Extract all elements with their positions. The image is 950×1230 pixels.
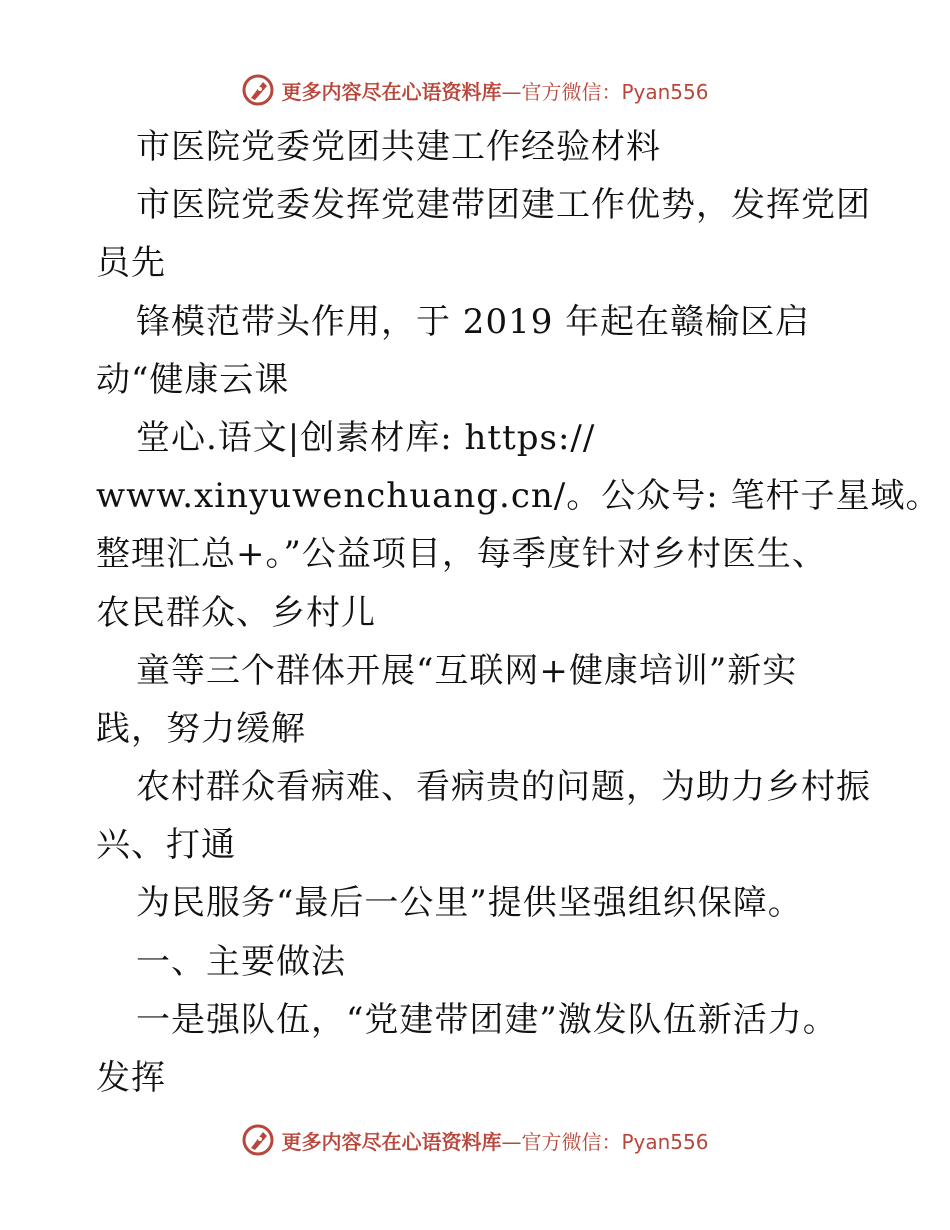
banner-brand: 更多内容尽在心语资料库 (281, 79, 502, 104)
footer-banner (0, 1122, 950, 1158)
paragraph-line: 动“健康云课 (96, 359, 290, 400)
banner-text (281, 1126, 708, 1155)
paragraph-line: www.xinyuwenchuang.cn/。公众号: 笔杆子星域。 (96, 476, 941, 517)
banner-wechat: 官方微信：Pyan556 (521, 1129, 709, 1154)
paragraph-line: 员先 (96, 243, 166, 284)
paragraph-line: 农村群众看病难、看病贵的问题，为助力乡村振 (136, 767, 871, 808)
paragraph-line: 践，努力缓解 (96, 708, 306, 749)
paragraph-line: 发挥 (96, 1058, 166, 1098)
paragraph-line: 市医院党委发挥党建带团建工作优势，发挥党团 (136, 185, 871, 226)
banner-text (281, 76, 708, 105)
paragraph-line: 农民群众、乡村儿 (96, 592, 376, 633)
document-title: 市医院党委党团共建工作经验材料 (136, 127, 661, 167)
banner-dash: — (501, 79, 522, 104)
pen-nib-logo-icon (241, 1123, 275, 1157)
section-heading: 一、主要做法 (136, 941, 346, 982)
header-banner (0, 72, 950, 108)
paragraph-line: 为民服务“最后一公里”提供坚强组织保障。 (136, 883, 803, 924)
paragraph-line: 兴、打通 (96, 825, 236, 866)
paragraph-line: 童等三个群体开展“互联网+健康培训”新实 (136, 650, 798, 691)
document-body (96, 118, 941, 1107)
pen-nib-logo-icon (241, 73, 275, 107)
paragraph-line: 整理汇总+。”公益项目，每季度针对乡村医生、 (96, 534, 827, 575)
banner-brand: 更多内容尽在心语资料库 (281, 1129, 502, 1154)
banner-wechat: 官方微信：Pyan556 (521, 79, 709, 104)
paragraph-line: 一是强队伍，“党建带团建”激发队伍新活力。 (136, 999, 838, 1040)
paragraph-line: 堂心.语文|创素材库: https:// (136, 417, 596, 458)
paragraph-line: 锋模范带头作用，于 2019 年起在赣榆区启 (136, 301, 811, 342)
banner-dash: — (501, 1129, 522, 1154)
